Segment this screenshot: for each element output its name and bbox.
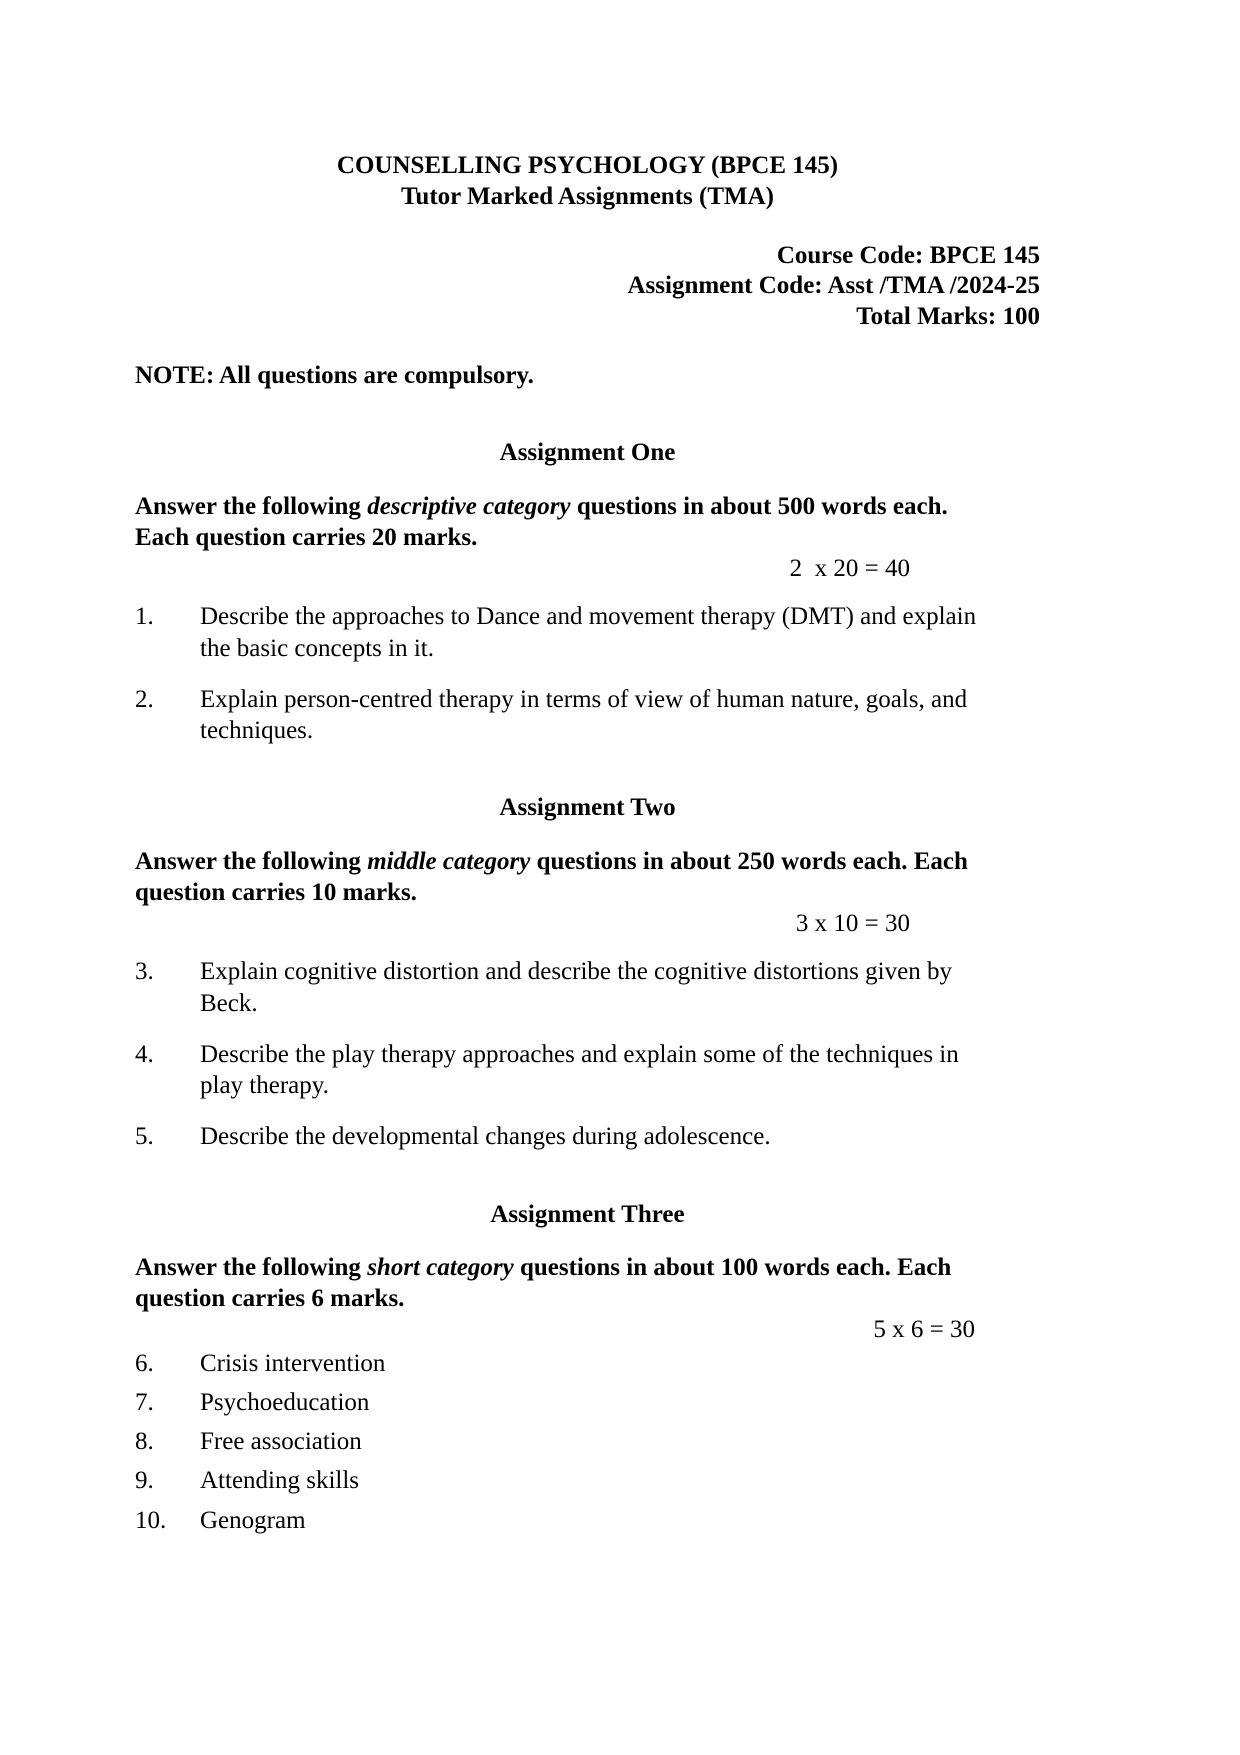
question-number: 7. [135, 1388, 154, 1416]
question-item [135, 1505, 1040, 1536]
assignment-code: Assignment Code: Asst /TMA /2024-25 [627, 272, 1040, 299]
instruction-text: Answer the following [135, 492, 368, 520]
question-number: 1. [135, 603, 154, 631]
instruction-category: short category [367, 1253, 514, 1281]
question-text: Describe the approaches to Dance and movement therapy (DMT) and explain the basic concepts in it. [200, 603, 977, 662]
question-item [135, 1121, 1040, 1152]
question-text: Psychoeducation [200, 1388, 370, 1416]
total-marks: Total Marks: 100 [856, 302, 1040, 330]
assignment-heading: Assignment Two [499, 794, 676, 822]
assignment-instruction [135, 491, 980, 554]
question-item [135, 1465, 1040, 1496]
course-code: Course Code: BPCE 145 [776, 241, 1040, 269]
question-number: 5. [135, 1123, 154, 1151]
question-item [135, 1348, 1040, 1379]
page-title: COUNSELLING PSYCHOLOGY (BPCE 145) [336, 152, 839, 179]
question-number: 8. [135, 1428, 154, 1455]
instruction-text: questions in about 100 words each. Each question carries 6 marks. [135, 1253, 952, 1312]
page-subtitle: Tutor Marked Assignments (TMA) [401, 183, 774, 211]
instruction-text: Answer the following [135, 847, 368, 875]
question-text: Genogram [200, 1506, 306, 1534]
question-text: Describe the play therapy approaches and explain some of the techniques in play therapy. [200, 1040, 959, 1099]
instruction-text: Answer the following [135, 1253, 368, 1281]
question-text: Attending skills [200, 1467, 360, 1495]
question-text: Crisis intervention [200, 1349, 386, 1377]
assignment-section-one [135, 437, 1040, 746]
question-number: 9. [135, 1467, 154, 1495]
instruction-category: descriptive category [367, 492, 571, 520]
question-number: 2. [135, 685, 154, 713]
assignment-heading: Assignment One [499, 439, 676, 467]
assignment-section-three [135, 1199, 1040, 1536]
question-text: Explain person-centred therapy in terms of view of human nature, goals, and techniques. [200, 685, 968, 744]
meta-block [135, 241, 1040, 333]
assignment-heading: Assignment Three [490, 1200, 685, 1228]
marks-formula: 2 x 20 = 40 [789, 555, 910, 582]
note-line: NOTE: All questions are compulsory. [135, 362, 534, 389]
question-item [135, 1039, 1040, 1102]
question-text: Explain cognitive distortion and describe the cognitive distortions given by Beck. [200, 958, 952, 1017]
assignment-instruction [135, 1252, 980, 1315]
question-item [135, 956, 1040, 1019]
assignment-section-two [135, 792, 1040, 1152]
question-text: Free association [200, 1428, 362, 1455]
instruction-category: middle category [367, 847, 531, 875]
question-text: Describe the developmental changes during adolescence. [200, 1123, 771, 1151]
question-number: 6. [135, 1349, 154, 1377]
marks-formula: 3 x 10 = 30 [795, 910, 910, 937]
instruction-text: questions in about 250 words each. Each question carries 10 marks. [135, 847, 968, 906]
question-number: 3. [135, 958, 154, 986]
instruction-text: questions in about 500 words each. Each question carries 20 marks. [135, 492, 948, 551]
question-item [135, 1387, 1040, 1418]
question-item [135, 601, 1040, 664]
marks-formula: 5 x 6 = 30 [873, 1316, 975, 1344]
question-item [135, 1426, 1040, 1457]
question-number: 10. [135, 1506, 167, 1534]
assignment-instruction [135, 846, 980, 909]
question-number: 4. [135, 1040, 154, 1068]
question-item [135, 684, 1040, 747]
